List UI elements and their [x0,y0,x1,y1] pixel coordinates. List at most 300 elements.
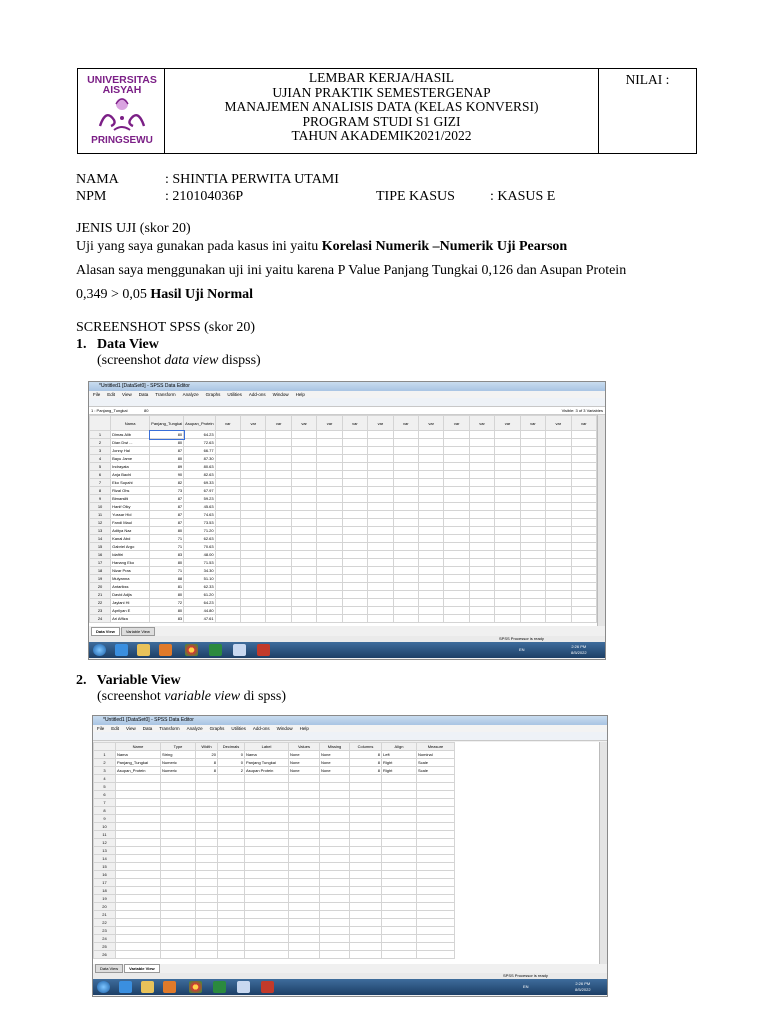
data-cell[interactable]: 80 [150,591,184,599]
empty-cell[interactable] [196,903,218,911]
excel-icon[interactable] [213,981,226,993]
column-header[interactable]: var [571,416,596,431]
empty-cell[interactable] [161,839,196,847]
empty-cell[interactable] [218,887,245,895]
empty-cell[interactable] [116,911,161,919]
column-header[interactable]: var [444,416,469,431]
variable-cell[interactable]: 2 [218,767,245,775]
menu-item[interactable]: Utilities [231,726,246,731]
empty-cell[interactable] [571,591,596,599]
empty-cell[interactable] [317,575,342,583]
empty-cell[interactable] [342,439,367,447]
empty-cell[interactable] [546,519,571,527]
empty-cell[interactable] [245,847,289,855]
data-cell[interactable]: Ari Affiza [111,615,150,623]
empty-cell[interactable] [241,575,266,583]
empty-cell[interactable] [495,471,520,479]
column-header[interactable]: Decimals [218,743,245,751]
empty-cell[interactable] [382,839,417,847]
empty-cell[interactable] [417,799,455,807]
empty-cell[interactable] [116,799,161,807]
empty-cell[interactable] [342,551,367,559]
data-cell[interactable]: 74.63 [184,511,215,519]
empty-cell[interactable] [266,607,291,615]
empty-cell[interactable] [196,783,218,791]
empty-cell[interactable] [546,487,571,495]
empty-cell[interactable] [266,583,291,591]
row-number[interactable]: 19 [90,575,111,583]
empty-cell[interactable] [196,879,218,887]
empty-cell[interactable] [368,431,393,439]
empty-cell[interactable] [417,871,455,879]
empty-cell[interactable] [495,487,520,495]
vertical-scrollbar-2[interactable] [599,742,607,964]
empty-cell[interactable] [393,543,418,551]
empty-cell[interactable] [245,927,289,935]
empty-cell[interactable] [469,471,494,479]
empty-cell[interactable] [241,535,266,543]
empty-cell[interactable] [241,495,266,503]
empty-cell[interactable] [161,919,196,927]
variable-cell[interactable]: String [161,751,196,759]
variable-cell[interactable]: Numeric [161,767,196,775]
empty-cell[interactable] [350,847,382,855]
empty-cell[interactable] [317,471,342,479]
row-number[interactable]: 17 [94,879,116,887]
empty-cell[interactable] [393,495,418,503]
empty-cell[interactable] [350,943,382,951]
empty-cell[interactable] [382,823,417,831]
data-cell[interactable]: Bimarsilti [111,495,150,503]
data-cell[interactable]: 62.33 [184,583,215,591]
empty-cell[interactable] [382,775,417,783]
empty-cell[interactable] [571,495,596,503]
column-header[interactable]: Type [161,743,196,751]
empty-cell[interactable] [571,559,596,567]
empty-cell[interactable] [317,487,342,495]
data-cell[interactable]: 87 [150,447,184,455]
empty-cell[interactable] [495,495,520,503]
row-number[interactable]: 10 [94,823,116,831]
empty-cell[interactable] [546,479,571,487]
empty-cell[interactable] [444,487,469,495]
pdf-icon[interactable] [261,981,274,993]
empty-cell[interactable] [382,847,417,855]
empty-cell[interactable] [342,599,367,607]
empty-cell[interactable] [317,455,342,463]
data-cell[interactable]: 80 [150,439,184,447]
empty-cell[interactable] [417,839,455,847]
row-number[interactable]: 13 [94,847,116,855]
empty-cell[interactable] [571,439,596,447]
empty-cell[interactable] [317,527,342,535]
empty-cell[interactable] [289,903,320,911]
empty-cell[interactable] [382,863,417,871]
row-number[interactable]: 24 [94,935,116,943]
empty-cell[interactable] [342,431,367,439]
empty-cell[interactable] [266,551,291,559]
empty-cell[interactable] [444,559,469,567]
menu-item[interactable]: Data [142,726,153,731]
empty-cell[interactable] [368,503,393,511]
row-number[interactable]: 7 [90,479,111,487]
empty-cell[interactable] [116,807,161,815]
empty-cell[interactable] [520,471,545,479]
empty-cell[interactable] [469,583,494,591]
empty-cell[interactable] [342,527,367,535]
empty-cell[interactable] [320,823,350,831]
empty-cell[interactable] [368,527,393,535]
empty-cell[interactable] [368,495,393,503]
tab-data-view-2[interactable]: Data View [95,964,123,973]
empty-cell[interactable] [320,903,350,911]
empty-cell[interactable] [266,439,291,447]
row-number[interactable]: 23 [90,607,111,615]
empty-cell[interactable] [419,503,444,511]
start-button-icon[interactable] [93,644,106,656]
data-cell[interactable]: 87 [150,519,184,527]
empty-cell[interactable] [469,543,494,551]
empty-cell[interactable] [546,447,571,455]
empty-cell[interactable] [320,911,350,919]
row-number[interactable]: 13 [90,527,111,535]
empty-cell[interactable] [245,791,289,799]
empty-cell[interactable] [218,839,245,847]
empty-cell[interactable] [469,559,494,567]
empty-cell[interactable] [241,607,266,615]
empty-cell[interactable] [382,927,417,935]
empty-cell[interactable] [444,439,469,447]
row-number[interactable]: 8 [94,807,116,815]
empty-cell[interactable] [342,575,367,583]
empty-cell[interactable] [215,511,240,519]
data-cell[interactable]: Aprilyan E [111,607,150,615]
empty-cell[interactable] [444,591,469,599]
menu-item[interactable]: View [122,392,132,397]
empty-cell[interactable] [161,775,196,783]
empty-cell[interactable] [196,839,218,847]
empty-cell[interactable] [215,479,240,487]
empty-cell[interactable] [495,463,520,471]
empty-cell[interactable] [161,871,196,879]
empty-cell[interactable] [393,439,418,447]
empty-cell[interactable] [368,519,393,527]
empty-cell[interactable] [520,615,545,623]
empty-cell[interactable] [291,487,316,495]
data-cell[interactable]: Nizar Pras [111,567,150,575]
empty-cell[interactable] [218,911,245,919]
empty-cell[interactable] [419,583,444,591]
empty-cell[interactable] [266,567,291,575]
empty-cell[interactable] [218,863,245,871]
variable-cell[interactable]: None [289,767,320,775]
variable-cell[interactable]: Left [382,751,417,759]
variable-cell[interactable]: Asupan Protein [245,767,289,775]
column-header[interactable]: Nama [111,416,150,431]
empty-cell[interactable] [317,431,342,439]
empty-cell[interactable] [241,471,266,479]
empty-cell[interactable] [469,599,494,607]
empty-cell[interactable] [444,543,469,551]
empty-cell[interactable] [419,447,444,455]
empty-cell[interactable] [161,879,196,887]
row-number[interactable]: 23 [94,927,116,935]
data-cell[interactable]: 48.00 [184,551,215,559]
empty-cell[interactable] [495,503,520,511]
data-cell[interactable]: 59.23 [184,495,215,503]
empty-cell[interactable] [419,479,444,487]
empty-cell[interactable] [571,615,596,623]
empty-cell[interactable] [289,791,320,799]
empty-cell[interactable] [520,551,545,559]
empty-cell[interactable] [342,567,367,575]
empty-cell[interactable] [350,815,382,823]
column-header[interactable]: var [546,416,571,431]
empty-cell[interactable] [320,935,350,943]
empty-cell[interactable] [291,607,316,615]
empty-cell[interactable] [320,799,350,807]
empty-cell[interactable] [215,559,240,567]
empty-cell[interactable] [444,455,469,463]
empty-cell[interactable] [546,511,571,519]
row-number[interactable]: 12 [94,839,116,847]
empty-cell[interactable] [469,455,494,463]
data-cell[interactable]: 80.63 [184,463,215,471]
empty-cell[interactable] [417,783,455,791]
menu-item[interactable]: Window [272,392,289,397]
column-header[interactable]: var [291,416,316,431]
empty-cell[interactable] [495,535,520,543]
empty-cell[interactable] [469,495,494,503]
empty-cell[interactable] [320,847,350,855]
variable-cell[interactable]: 0 [218,751,245,759]
column-header[interactable]: var [469,416,494,431]
row-number[interactable]: 14 [94,855,116,863]
empty-cell[interactable] [444,535,469,543]
empty-cell[interactable] [495,615,520,623]
empty-cell[interactable] [368,559,393,567]
vertical-scrollbar[interactable] [597,415,605,626]
ie-icon[interactable] [119,981,132,993]
empty-cell[interactable] [161,831,196,839]
empty-cell[interactable] [444,527,469,535]
empty-cell[interactable] [350,951,382,959]
empty-cell[interactable] [368,511,393,519]
row-number[interactable]: 10 [90,503,111,511]
empty-cell[interactable] [317,543,342,551]
empty-cell[interactable] [215,599,240,607]
empty-cell[interactable] [266,575,291,583]
data-cell[interactable]: 62.63 [184,535,215,543]
empty-cell[interactable] [419,615,444,623]
empty-cell[interactable] [417,895,455,903]
media-icon[interactable] [163,981,176,993]
empty-cell[interactable] [342,503,367,511]
tab-variable-view[interactable]: Variable View [121,627,155,636]
tab-data-view[interactable]: Data View [91,627,120,636]
empty-cell[interactable] [116,903,161,911]
empty-cell[interactable] [266,503,291,511]
menu-item[interactable]: Edit [111,726,120,731]
empty-cell[interactable] [520,575,545,583]
start-button-icon[interactable] [97,981,110,993]
excel-icon[interactable] [209,644,222,656]
menu-item[interactable]: Utilities [227,392,242,397]
empty-cell[interactable] [317,535,342,543]
empty-cell[interactable] [495,479,520,487]
empty-cell[interactable] [417,951,455,959]
explorer-icon[interactable] [137,644,150,656]
empty-cell[interactable] [546,471,571,479]
empty-cell[interactable] [196,951,218,959]
row-number[interactable]: 9 [94,815,116,823]
empty-cell[interactable] [368,455,393,463]
variable-cell[interactable]: Panjang_Tungkai [116,759,161,767]
empty-cell[interactable] [266,599,291,607]
data-cell[interactable]: Dian Dwi ... [111,439,150,447]
empty-cell[interactable] [419,431,444,439]
empty-cell[interactable] [342,591,367,599]
data-cell[interactable]: 73 [150,487,184,495]
empty-cell[interactable] [116,887,161,895]
data-cell[interactable]: 71 [150,543,184,551]
empty-cell[interactable] [520,535,545,543]
column-header[interactable]: Asupan_Protein [184,416,215,431]
empty-cell[interactable] [495,559,520,567]
empty-cell[interactable] [350,935,382,943]
row-number[interactable]: 6 [94,791,116,799]
empty-cell[interactable] [266,519,291,527]
variable-cell[interactable]: 8 [196,767,218,775]
empty-cell[interactable] [291,495,316,503]
menu-item[interactable]: Add-ons [248,392,266,397]
empty-cell[interactable] [245,935,289,943]
empty-cell[interactable] [196,871,218,879]
empty-cell[interactable] [350,903,382,911]
menu-item[interactable]: Help [299,726,309,731]
empty-cell[interactable] [320,951,350,959]
empty-cell[interactable] [469,551,494,559]
variable-cell[interactable]: Asupan_Protein [116,767,161,775]
empty-cell[interactable] [289,863,320,871]
empty-cell[interactable] [419,527,444,535]
menu-item[interactable]: Graphs [209,726,225,731]
empty-cell[interactable] [520,583,545,591]
empty-cell[interactable] [161,927,196,935]
row-number[interactable]: 8 [90,487,111,495]
data-cell[interactable]: Jonny Hal [111,447,150,455]
variable-cell[interactable]: None [320,767,350,775]
empty-cell[interactable] [215,543,240,551]
empty-cell[interactable] [116,823,161,831]
menu-item[interactable]: File [93,392,101,397]
empty-cell[interactable] [571,535,596,543]
empty-cell[interactable] [520,591,545,599]
empty-cell[interactable] [393,511,418,519]
empty-cell[interactable] [444,607,469,615]
row-number[interactable]: 6 [90,471,111,479]
row-number[interactable]: 16 [94,871,116,879]
empty-cell[interactable] [289,879,320,887]
empty-cell[interactable] [342,559,367,567]
empty-cell[interactable] [215,447,240,455]
empty-cell[interactable] [291,527,316,535]
empty-cell[interactable] [495,511,520,519]
row-number[interactable]: 17 [90,559,111,567]
empty-cell[interactable] [368,567,393,575]
empty-cell[interactable] [546,615,571,623]
empty-cell[interactable] [196,791,218,799]
empty-cell[interactable] [393,479,418,487]
empty-cell[interactable] [317,439,342,447]
empty-cell[interactable] [218,927,245,935]
empty-cell[interactable] [520,503,545,511]
empty-cell[interactable] [368,551,393,559]
empty-cell[interactable] [382,919,417,927]
empty-cell[interactable] [116,927,161,935]
empty-cell[interactable] [289,919,320,927]
explorer-icon[interactable] [141,981,154,993]
empty-cell[interactable] [495,591,520,599]
empty-cell[interactable] [520,519,545,527]
empty-cell[interactable] [320,871,350,879]
empty-cell[interactable] [218,783,245,791]
empty-cell[interactable] [320,919,350,927]
empty-cell[interactable] [289,935,320,943]
empty-cell[interactable] [266,495,291,503]
empty-cell[interactable] [291,567,316,575]
row-number[interactable]: 14 [90,535,111,543]
empty-cell[interactable] [571,543,596,551]
data-cell[interactable]: 81 [150,583,184,591]
empty-cell[interactable] [196,807,218,815]
empty-cell[interactable] [215,575,240,583]
empty-cell[interactable] [571,551,596,559]
empty-cell[interactable] [218,791,245,799]
empty-cell[interactable] [317,511,342,519]
empty-cell[interactable] [546,607,571,615]
empty-cell[interactable] [469,519,494,527]
menu-item[interactable]: View [126,726,136,731]
empty-cell[interactable] [291,535,316,543]
data-cell[interactable]: 67.97 [184,487,215,495]
empty-cell[interactable] [241,479,266,487]
empty-cell[interactable] [245,799,289,807]
row-number[interactable]: 20 [94,903,116,911]
empty-cell[interactable] [393,583,418,591]
empty-cell[interactable] [342,487,367,495]
data-cell[interactable]: 83 [150,615,184,623]
empty-cell[interactable] [393,599,418,607]
empty-cell[interactable] [520,463,545,471]
data-cell[interactable]: 51.10 [184,575,215,583]
data-cell[interactable]: Antarikss [111,583,150,591]
data-cell[interactable]: David Adjis [111,591,150,599]
empty-cell[interactable] [393,607,418,615]
empty-cell[interactable] [116,775,161,783]
empty-cell[interactable] [417,855,455,863]
data-cell[interactable]: Indrayata [111,463,150,471]
empty-cell[interactable] [417,807,455,815]
empty-cell[interactable] [241,519,266,527]
empty-cell[interactable] [245,911,289,919]
empty-cell[interactable] [571,567,596,575]
row-number[interactable]: 18 [94,887,116,895]
empty-cell[interactable] [241,543,266,551]
ie-icon[interactable] [115,644,128,656]
data-cell[interactable]: Aditya Naz [111,527,150,535]
empty-cell[interactable] [289,815,320,823]
